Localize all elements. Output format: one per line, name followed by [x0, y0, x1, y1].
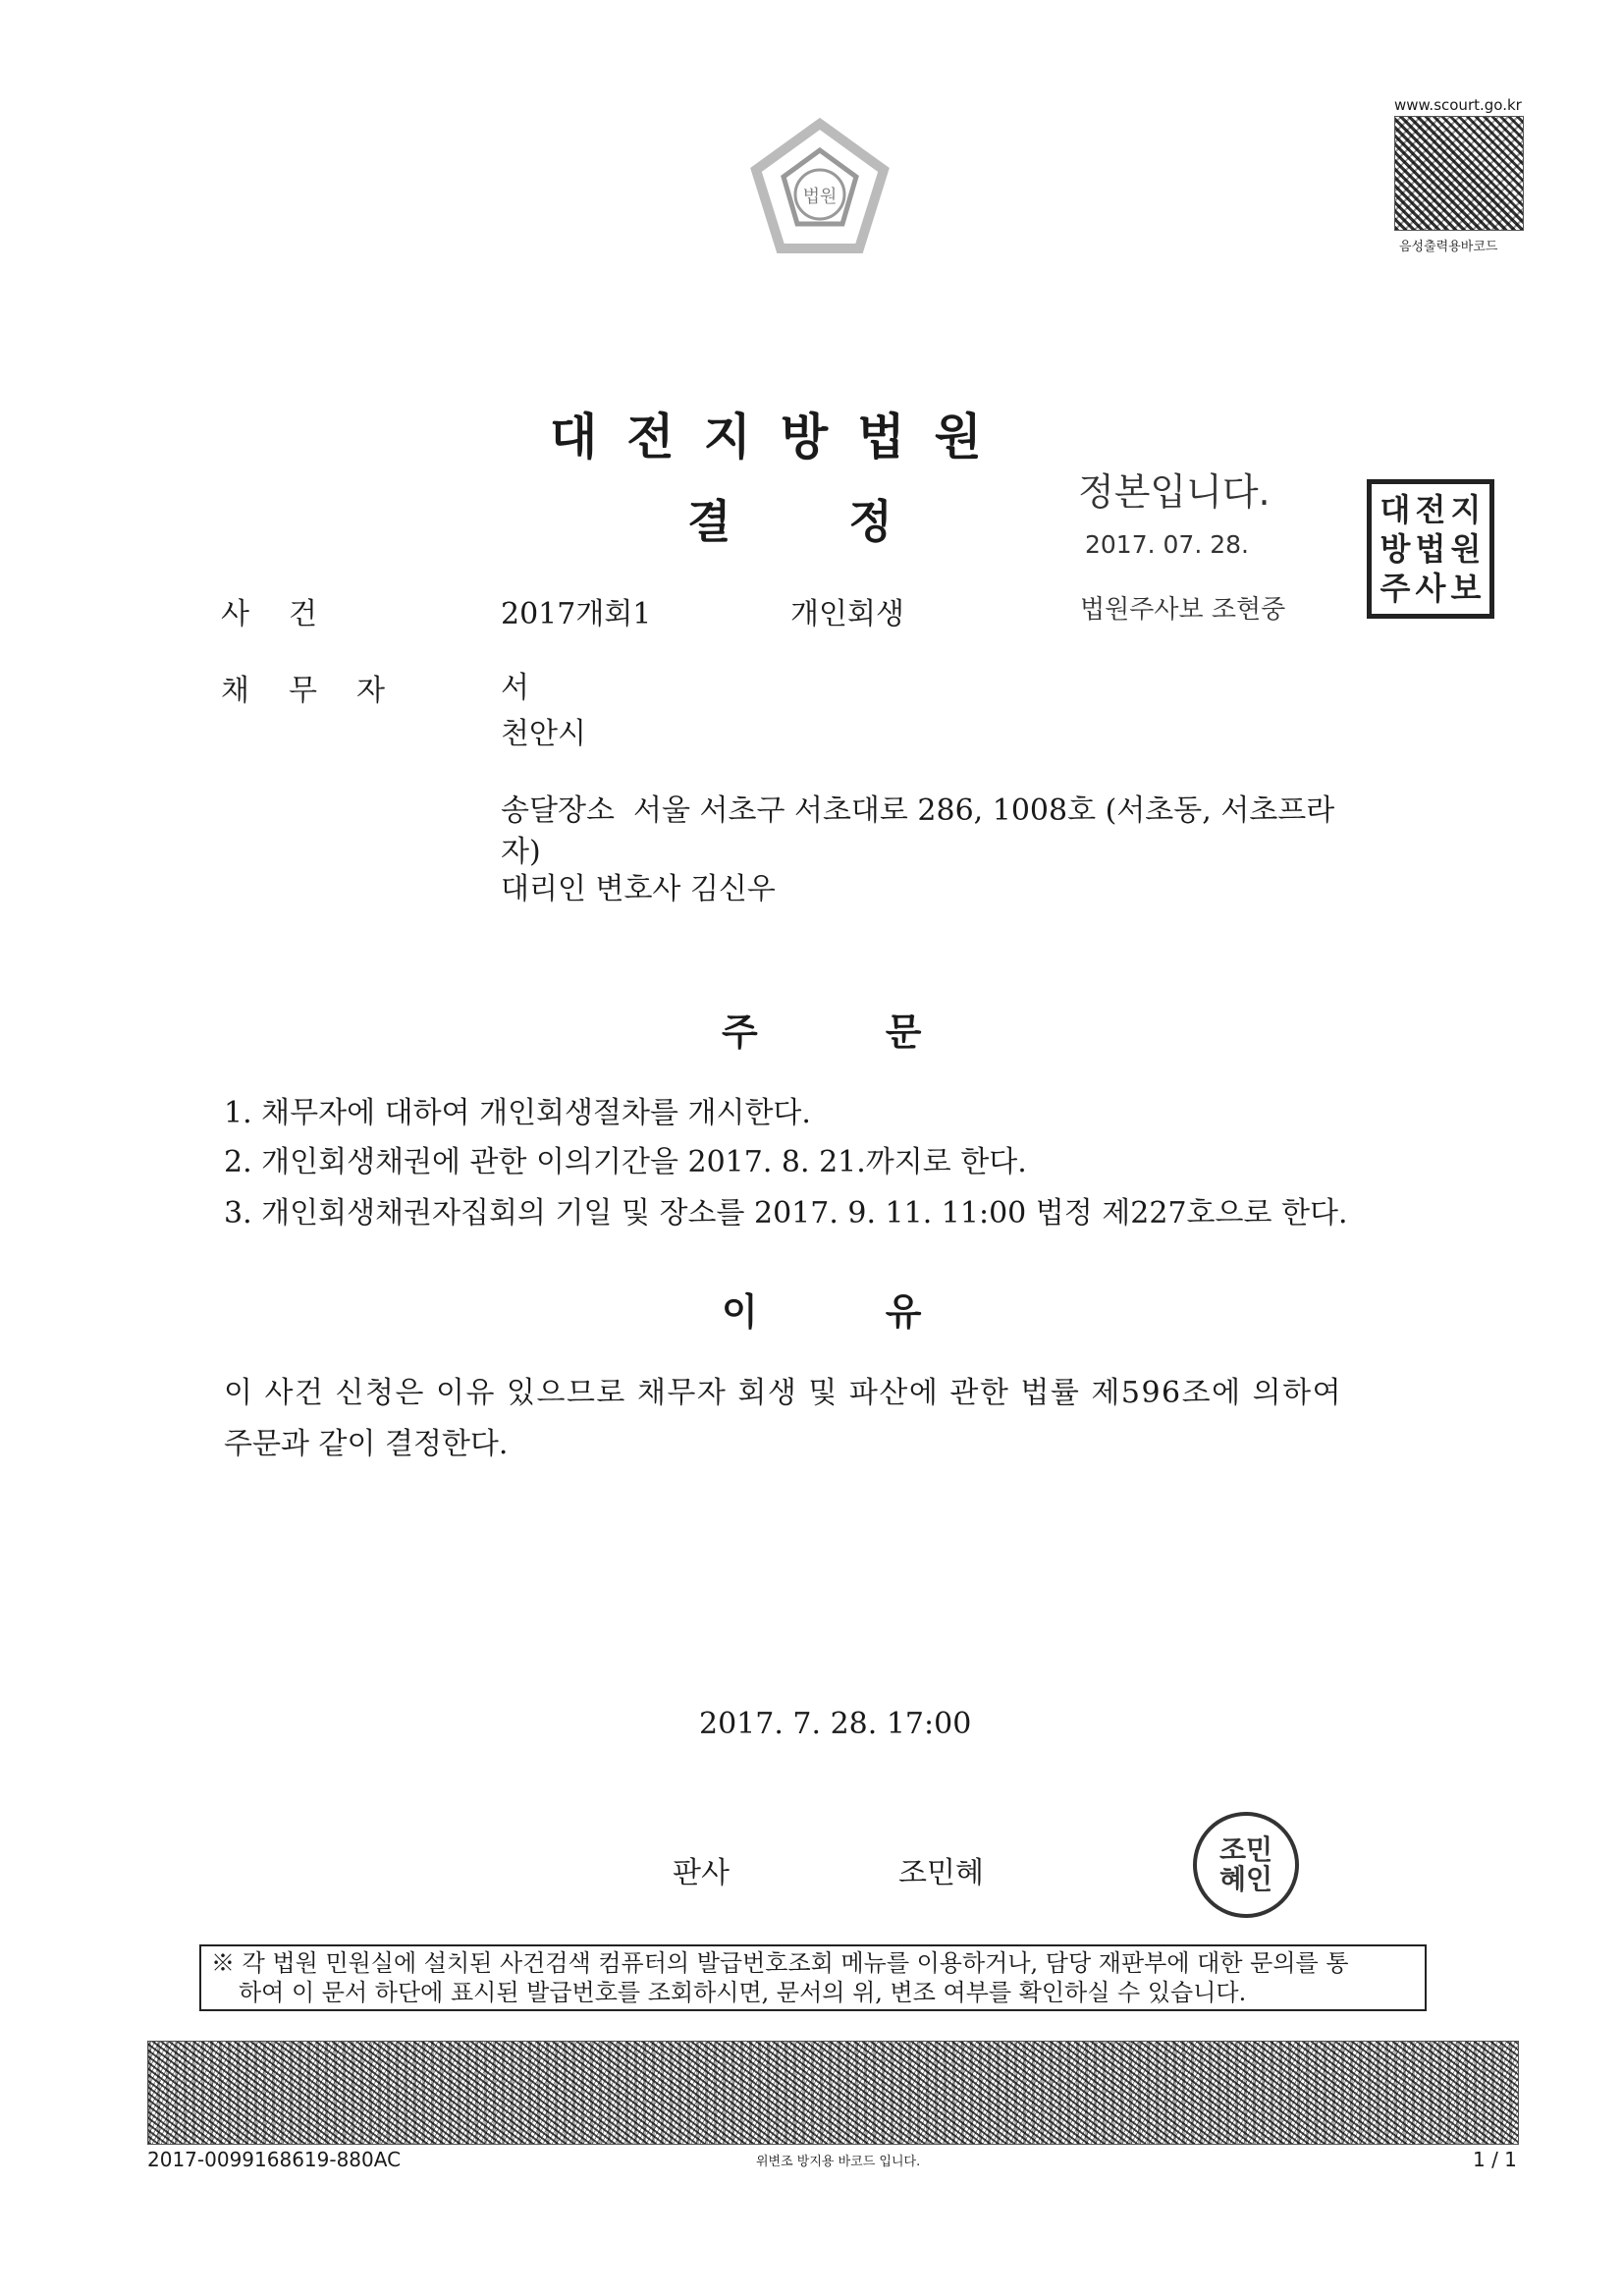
- qr-url: www.scourt.go.kr: [1394, 96, 1522, 114]
- barcode-caption: 위변조 방지용 바코드 입니다.: [756, 2155, 921, 2169]
- seal-char: 대: [1380, 491, 1411, 528]
- notice-line: ※ 각 법원 민원실에 설치된 사건검색 컴퓨터의 발급번호조회 메뉴를 이용하거나, 담당 재판부에 대한 문의를 통: [211, 1949, 1349, 1977]
- document-title: 결정: [687, 495, 1010, 548]
- anti-forgery-barcode: [147, 2041, 1519, 2145]
- seal-char: 법: [1415, 530, 1446, 568]
- debtor-name: 서: [501, 671, 529, 705]
- seal-char: 방: [1380, 530, 1411, 568]
- certified-copy-clerk: 법원주사보 조현중: [1080, 595, 1286, 625]
- qr-label: 음성출력용바코드: [1399, 240, 1498, 254]
- court-emblem-icon: [746, 116, 893, 263]
- delivery-address: 송달장소 서울 서초구 서초대로 286, 1008호 (서초동, 서초프라: [501, 793, 1335, 828]
- issue-number: 2017-0099168619-880AC: [147, 2148, 402, 2171]
- notice-line: 하여 이 문서 하단에 표시된 발급번호를 조회하시면, 문서의 위, 변조 여부를 확인하실 수 있습니다.: [239, 1979, 1247, 2006]
- court-seal: [1367, 479, 1494, 619]
- seal-char: 보: [1450, 570, 1482, 607]
- case-label: 사건: [221, 597, 356, 631]
- judge-title: 판사: [673, 1856, 730, 1890]
- case-type: 개인회생: [790, 597, 904, 631]
- debtor-label: 채무자: [221, 674, 424, 708]
- judge-seal: 조민혜인: [1193, 1812, 1299, 1918]
- certified-copy-date: 2017. 07. 28.: [1085, 530, 1249, 559]
- judge-name: 조민혜: [898, 1856, 984, 1890]
- court-name: 대전지방법원: [550, 408, 1011, 465]
- svg-text:법원: 법원: [802, 187, 838, 207]
- seal-char: 주: [1380, 570, 1411, 607]
- seal-char: 지: [1450, 491, 1482, 528]
- certified-copy-stamp: 정본입니다.: [1078, 470, 1271, 514]
- seal-char: 전: [1415, 491, 1446, 528]
- seal-char: 원: [1450, 530, 1482, 568]
- order-item: 3. 개인회생채권자집회의 기일 및 장소를 2017. 9. 11. 11:00 법정 제227호으로 한다.: [224, 1196, 1348, 1230]
- order-heading: 주문: [722, 1010, 1050, 1054]
- reason-heading: 이유: [722, 1289, 1050, 1334]
- debtor-city: 천안시: [501, 717, 586, 751]
- order-item: 2. 개인회생채권에 관한 이의기간을 2017. 8. 21.까지로 한다.: [224, 1145, 1027, 1179]
- order-item: 1. 채무자에 대하여 개인회생절차를 개시한다.: [224, 1096, 811, 1130]
- delivery-address-continued: 자): [501, 835, 541, 869]
- seal-char: 사: [1415, 570, 1446, 607]
- decision-date: 2017. 7. 28. 17:00: [699, 1707, 972, 1741]
- verification-notice: [199, 1944, 1427, 2011]
- case-number: 2017개회1: [501, 597, 652, 631]
- page-count: 1 / 1: [1473, 2148, 1517, 2171]
- reason-text: 주문과 같이 결정한다.: [224, 1427, 509, 1461]
- attorney: 대리인 변호사 김신우: [501, 872, 776, 906]
- reason-text: 이 사건 신청은 이유 있으므로 채무자 회생 및 파산에 관한 법률 제596조에 의하여: [224, 1376, 1343, 1410]
- qr-code: [1394, 116, 1524, 231]
